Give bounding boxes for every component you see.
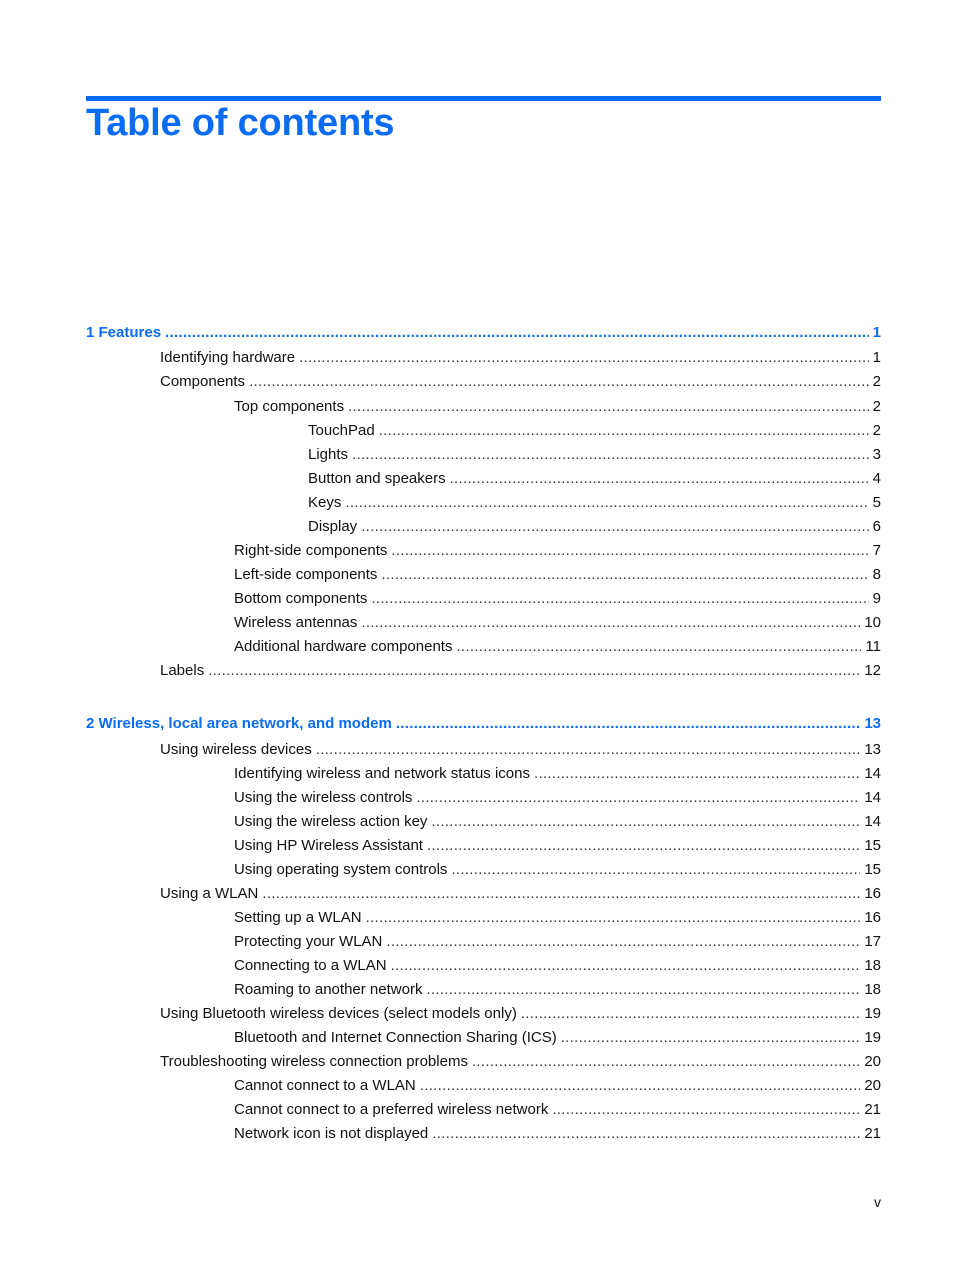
toc-entry-label: Identifying hardware bbox=[160, 349, 299, 367]
dot-leader bbox=[521, 1005, 860, 1023]
toc-entry-label: Top components bbox=[234, 398, 348, 416]
toc-entry-label: Using HP Wireless Assistant bbox=[234, 837, 427, 855]
toc-entry-page: 15 bbox=[860, 861, 881, 879]
toc-entry[interactable] bbox=[308, 518, 881, 536]
toc-entry-label: Troubleshooting wireless connection problems bbox=[160, 1053, 472, 1071]
toc-entry-label: Right-side components bbox=[234, 542, 391, 560]
dot-leader bbox=[165, 324, 869, 342]
toc-entry-page: 16 bbox=[860, 909, 881, 927]
toc-entry-page: 1 bbox=[869, 324, 881, 342]
toc-entry-label: Setting up a WLAN bbox=[234, 909, 366, 927]
dot-leader bbox=[361, 614, 860, 632]
toc-entry-label: Keys bbox=[308, 494, 345, 512]
toc-entry-page: 13 bbox=[860, 715, 881, 733]
toc-entry-page: 14 bbox=[860, 789, 881, 807]
toc-entry-page: 6 bbox=[869, 518, 881, 536]
toc-entry-label: Cannot connect to a preferred wireless network bbox=[234, 1101, 552, 1119]
toc-entry-label: Display bbox=[308, 518, 361, 536]
dot-leader bbox=[391, 542, 868, 560]
toc-entry-page: 1 bbox=[869, 349, 881, 367]
toc-entry-page: 17 bbox=[860, 933, 881, 951]
dot-leader bbox=[426, 981, 860, 999]
toc-entry[interactable] bbox=[234, 789, 881, 807]
toc-entry-chapter[interactable] bbox=[86, 324, 881, 342]
toc-entry[interactable] bbox=[234, 542, 881, 560]
toc-entry-label: Button and speakers bbox=[308, 470, 450, 488]
dot-leader bbox=[361, 518, 868, 536]
dot-leader bbox=[371, 590, 868, 608]
toc-entry-page: 10 bbox=[860, 614, 881, 632]
toc-entry-label: Using a WLAN bbox=[160, 885, 262, 903]
toc-entry[interactable] bbox=[234, 614, 881, 632]
toc-entry[interactable] bbox=[234, 1101, 881, 1119]
toc-entry-page: 16 bbox=[860, 885, 881, 903]
toc-entry[interactable] bbox=[234, 638, 881, 656]
toc-entry[interactable] bbox=[234, 861, 881, 879]
toc-entry[interactable] bbox=[234, 981, 881, 999]
toc-entry-label: TouchPad bbox=[308, 422, 379, 440]
dot-leader bbox=[416, 789, 860, 807]
toc-entry-chapter[interactable] bbox=[86, 715, 881, 733]
dot-leader bbox=[552, 1101, 860, 1119]
toc-entry[interactable] bbox=[160, 373, 881, 391]
toc-entry[interactable] bbox=[234, 1077, 881, 1095]
toc-entry-page: 19 bbox=[860, 1029, 881, 1047]
toc-entry-label: Network icon is not displayed bbox=[234, 1125, 432, 1143]
toc-entry-page: 4 bbox=[869, 470, 881, 488]
toc-entry-page: 18 bbox=[860, 981, 881, 999]
dot-leader bbox=[381, 566, 868, 584]
dot-leader bbox=[379, 422, 869, 440]
toc-entry-page: 7 bbox=[869, 542, 881, 560]
toc-entry-label: Using wireless devices bbox=[160, 741, 316, 759]
toc-entry-label: Protecting your WLAN bbox=[234, 933, 386, 951]
toc-entry-page: 21 bbox=[860, 1125, 881, 1143]
dot-leader bbox=[431, 813, 860, 831]
page-number: v bbox=[874, 1194, 881, 1210]
toc-entry[interactable] bbox=[234, 933, 881, 951]
toc-entry[interactable] bbox=[234, 957, 881, 975]
toc-entry-page: 15 bbox=[860, 837, 881, 855]
toc-entry[interactable] bbox=[308, 494, 881, 512]
toc-entry[interactable] bbox=[234, 566, 881, 584]
dot-leader bbox=[249, 373, 869, 391]
dot-leader bbox=[262, 885, 860, 903]
toc-entry-label: Left-side components bbox=[234, 566, 381, 584]
toc-entry[interactable] bbox=[160, 1005, 881, 1023]
dot-leader bbox=[348, 398, 869, 416]
toc-entry[interactable] bbox=[234, 398, 881, 416]
toc-entry[interactable] bbox=[160, 662, 881, 680]
toc-entry[interactable] bbox=[160, 885, 881, 903]
toc-entry[interactable] bbox=[308, 422, 881, 440]
toc-entry-label: Additional hardware components bbox=[234, 638, 456, 656]
dot-leader bbox=[456, 638, 861, 656]
toc-entry-label: 2 Wireless, local area network, and modem bbox=[86, 715, 396, 733]
dot-leader bbox=[299, 349, 869, 367]
toc-entry[interactable] bbox=[234, 909, 881, 927]
toc-entry-page: 5 bbox=[869, 494, 881, 512]
toc-entry-label: Bottom components bbox=[234, 590, 371, 608]
toc-entry-label: Using operating system controls bbox=[234, 861, 451, 879]
toc-entry-page: 14 bbox=[860, 813, 881, 831]
toc-entry-page: 18 bbox=[860, 957, 881, 975]
dot-leader bbox=[534, 765, 860, 783]
dot-leader bbox=[396, 715, 860, 733]
toc-entry-label: Using the wireless controls bbox=[234, 789, 416, 807]
toc-entry-page: 13 bbox=[860, 741, 881, 759]
toc-entry-label: Connecting to a WLAN bbox=[234, 957, 391, 975]
toc-entry-page: 12 bbox=[860, 662, 881, 680]
toc-entry[interactable] bbox=[234, 765, 881, 783]
toc-entry[interactable] bbox=[234, 590, 881, 608]
dot-leader bbox=[432, 1125, 860, 1143]
toc-entry[interactable] bbox=[234, 813, 881, 831]
dot-leader bbox=[352, 446, 869, 464]
toc-entry-label: Bluetooth and Internet Connection Sharing (ICS) bbox=[234, 1029, 561, 1047]
page-title: Table of contents bbox=[86, 102, 395, 144]
toc-entry[interactable] bbox=[234, 1125, 881, 1143]
dot-leader bbox=[345, 494, 868, 512]
toc-entry[interactable] bbox=[160, 349, 881, 367]
toc-entry-label: Using the wireless action key bbox=[234, 813, 431, 831]
toc-entry-label: Lights bbox=[308, 446, 352, 464]
toc-entry-label: Using Bluetooth wireless devices (select models only) bbox=[160, 1005, 521, 1023]
toc-entry-page: 21 bbox=[860, 1101, 881, 1119]
dot-leader bbox=[366, 909, 861, 927]
toc-entry-page: 2 bbox=[869, 422, 881, 440]
dot-leader bbox=[450, 470, 869, 488]
toc-entry-page: 9 bbox=[869, 590, 881, 608]
toc-entry-label: Wireless antennas bbox=[234, 614, 361, 632]
toc-entry[interactable] bbox=[308, 470, 881, 488]
toc-entry-page: 20 bbox=[860, 1077, 881, 1095]
toc-entry[interactable] bbox=[234, 1029, 881, 1047]
toc-entry-label: Cannot connect to a WLAN bbox=[234, 1077, 420, 1095]
toc-entry-page: 14 bbox=[860, 765, 881, 783]
toc-entry-page: 8 bbox=[869, 566, 881, 584]
dot-leader bbox=[420, 1077, 861, 1095]
dot-leader bbox=[427, 837, 860, 855]
toc-entry[interactable] bbox=[160, 1053, 881, 1071]
toc-entry-label: Roaming to another network bbox=[234, 981, 426, 999]
dot-leader bbox=[208, 662, 860, 680]
toc-entry-page: 20 bbox=[860, 1053, 881, 1071]
toc-entry-page: 11 bbox=[861, 638, 881, 656]
toc-entry[interactable] bbox=[308, 446, 881, 464]
dot-leader bbox=[386, 933, 860, 951]
dot-leader bbox=[561, 1029, 861, 1047]
toc-entry[interactable] bbox=[160, 741, 881, 759]
dot-leader bbox=[451, 861, 860, 879]
dot-leader bbox=[391, 957, 861, 975]
toc-entry-label: Components bbox=[160, 373, 249, 391]
toc-entry[interactable] bbox=[234, 837, 881, 855]
toc-entry-label: Labels bbox=[160, 662, 208, 680]
toc-entry-page: 2 bbox=[869, 373, 881, 391]
toc-entry-label: Identifying wireless and network status icons bbox=[234, 765, 534, 783]
toc-entry-label: 1 Features bbox=[86, 324, 165, 342]
toc-entry-page: 2 bbox=[869, 398, 881, 416]
dot-leader bbox=[472, 1053, 860, 1071]
toc-entry-page: 19 bbox=[860, 1005, 881, 1023]
toc-entry-page: 3 bbox=[869, 446, 881, 464]
dot-leader bbox=[316, 741, 861, 759]
